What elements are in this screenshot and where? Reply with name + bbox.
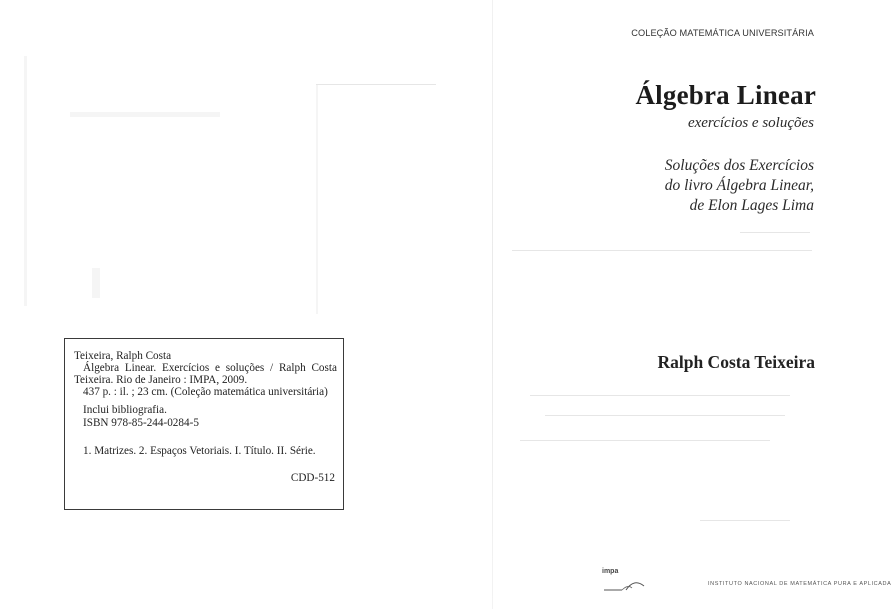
series-title: COLEÇÃO MATEMÁTICA UNIVERSITÁRIA — [631, 28, 814, 38]
bleed-through-mark — [24, 56, 27, 306]
catalog-word: Álgebra — [83, 362, 120, 374]
book-description — [665, 156, 814, 216]
description-line: Soluções dos Exercícios — [664, 157, 814, 174]
bleed-through-mark — [520, 440, 770, 441]
bleed-through-mark — [92, 268, 100, 298]
bleed-through-mark — [740, 232, 810, 233]
catalog-word: soluções — [225, 362, 265, 374]
book-author: Ralph Costa Teixeira — [657, 352, 815, 372]
publisher-emblem-icon — [602, 568, 650, 609]
description-line: de Elon Lages Lima — [689, 197, 814, 214]
publisher-name: INSTITUTO NACIONAL DE MATEMÁTICA PURA E APLICADA — [708, 581, 891, 587]
catalog-classification: CDD-512 — [290, 472, 335, 484]
catalog-word: e — [214, 362, 220, 374]
page-gutter — [492, 0, 493, 609]
catalog-physical-desc: 437 p. : il. ; 23 cm. (Coleção matemática universitária) — [83, 386, 328, 398]
catalog-subjects: 1. Matrizes. 2. Espaços Vetoriais. I. Título. II. Série. — [83, 445, 316, 457]
bleed-through-mark — [545, 415, 785, 416]
catalog-word: Exercícios — [161, 362, 210, 374]
bleed-through-mark — [530, 395, 790, 396]
catalog-word: Costa — [311, 362, 337, 374]
bleed-through-mark — [70, 112, 220, 117]
catalog-isbn: ISBN 978-85-244-0284-5 — [83, 417, 199, 429]
catalog-imprint: Teixeira. Rio de Janeiro : IMPA, 2009. — [74, 374, 248, 386]
catalog-word: Ralph — [278, 362, 306, 374]
catalog-word: Linear. — [124, 362, 157, 374]
catalog-author: Teixeira, Ralph Costa — [74, 350, 172, 362]
catalog-title-line — [83, 362, 337, 374]
bleed-through-mark — [316, 84, 318, 314]
catalog-bibliography-note: Inclui bibliografia. — [83, 404, 167, 416]
bleed-through-mark — [512, 250, 812, 251]
book-subtitle: exercícios e soluções — [687, 115, 814, 131]
publisher-logo — [602, 568, 650, 609]
description-line: do livro Álgebra Linear, — [664, 177, 814, 194]
book-title: Álgebra Linear — [635, 80, 816, 110]
catalog-card — [64, 338, 344, 510]
publisher-abbrev: impa — [602, 568, 619, 575]
bleed-through-mark — [700, 520, 790, 521]
catalog-word: / — [270, 362, 274, 374]
bleed-through-mark — [316, 84, 436, 85]
